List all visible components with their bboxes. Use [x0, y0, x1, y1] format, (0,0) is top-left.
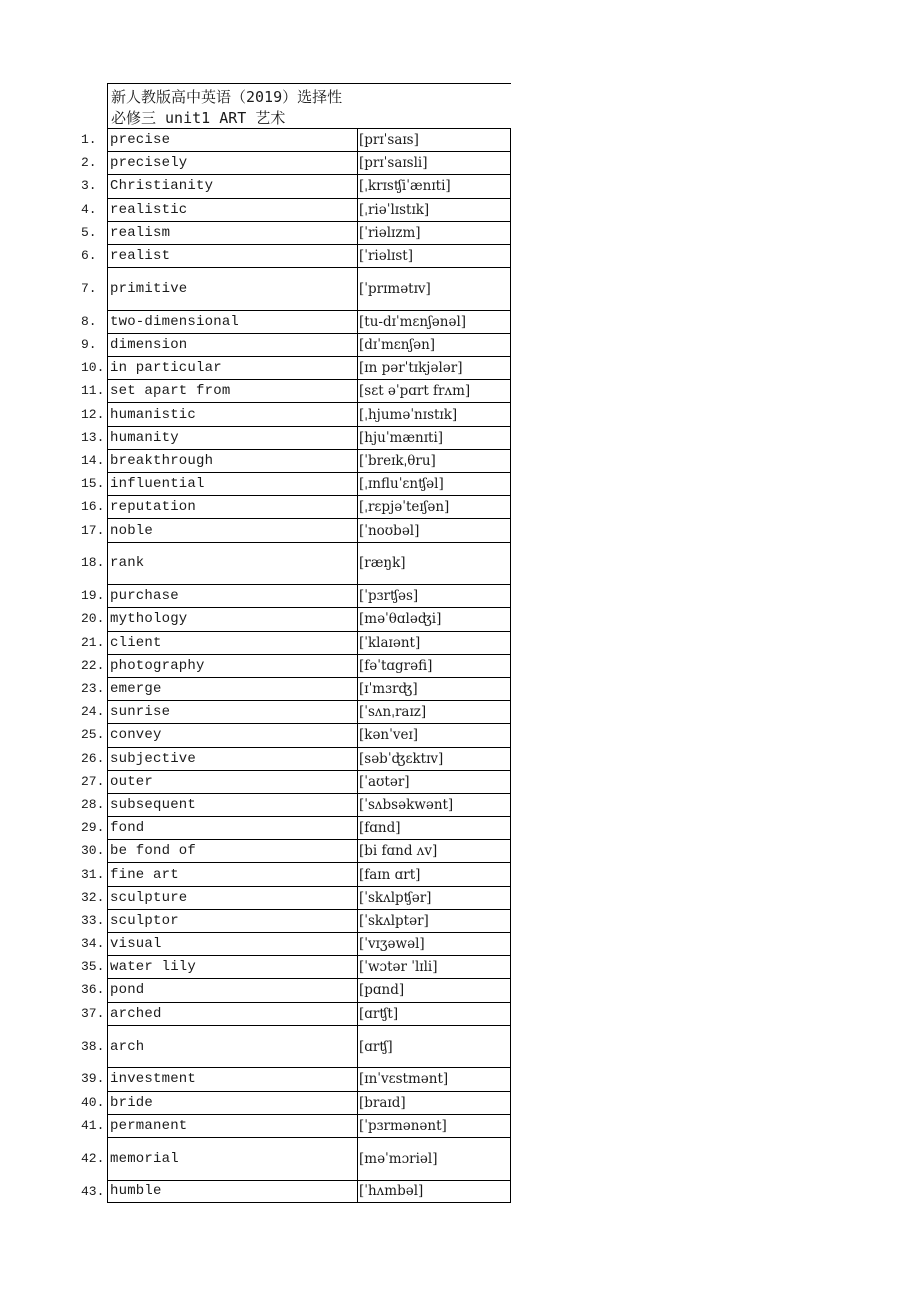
- word-cell: sculpture: [107, 886, 357, 909]
- ipa-cell: [bi fɑnd ʌv]: [357, 839, 511, 862]
- table-row: [0, 1137, 511, 1180]
- word-cell: primitive: [107, 267, 357, 310]
- row-number: 9.: [81, 337, 97, 352]
- row-number: 5.: [81, 224, 97, 240]
- ipa-cell: [səbˈʤɛktɪv]: [357, 747, 511, 770]
- word-cell: influential: [107, 472, 357, 495]
- word-cell: sculptor: [107, 909, 357, 932]
- word-cell: outer: [107, 770, 357, 793]
- table-row: [0, 151, 511, 174]
- row-number: 40.: [81, 1094, 105, 1110]
- row-number: 4.: [81, 201, 97, 217]
- word-cell: visual: [107, 932, 357, 955]
- table-row: [0, 244, 511, 267]
- word-cell: humanity: [107, 426, 357, 449]
- table-row: [0, 1025, 511, 1068]
- row-number: 7.: [81, 280, 97, 296]
- table-row: [0, 1091, 511, 1114]
- word-cell: permanent: [107, 1114, 357, 1137]
- row-number: 15.: [81, 476, 105, 492]
- ipa-cell: [ˈskʌlpʧər]: [357, 886, 511, 909]
- word-cell: realistic: [107, 198, 357, 221]
- vocab-table: [0, 83, 511, 1203]
- word-cell: water lily: [107, 955, 357, 978]
- ipa-cell: [məˈmɔriəl]: [357, 1137, 511, 1180]
- ipa-cell: [ˌkrɪsʧiˈænɪti]: [357, 174, 511, 197]
- word-cell: subjective: [107, 747, 357, 770]
- row-number: 39.: [81, 1071, 105, 1087]
- word-cell: set apart from: [107, 379, 357, 402]
- table-row: [0, 723, 511, 746]
- word-cell: fond: [107, 816, 357, 839]
- ipa-cell: [ˈvɪʒəwəl]: [357, 932, 511, 955]
- table-row: [0, 128, 511, 151]
- ipa-cell: [prɪˈsaɪs]: [357, 128, 511, 151]
- word-cell: fine art: [107, 862, 357, 885]
- word-cell: investment: [107, 1067, 357, 1090]
- ipa-cell: [ˈaʊtər]: [357, 770, 511, 793]
- row-number: 41.: [81, 1117, 105, 1133]
- row-number: 23.: [81, 681, 105, 697]
- table-row: [0, 700, 511, 723]
- word-cell: emerge: [107, 677, 357, 700]
- word-cell: convey: [107, 723, 357, 746]
- row-number: 19.: [81, 588, 105, 604]
- table-row: [0, 449, 511, 472]
- row-number: 30.: [81, 843, 105, 859]
- row-number: 21.: [81, 634, 105, 650]
- word-cell: in particular: [107, 356, 357, 379]
- ipa-cell: [faɪn ɑrt]: [357, 862, 511, 885]
- ipa-cell: [hjuˈmænɪti]: [357, 426, 511, 449]
- row-number: 25.: [81, 727, 105, 743]
- table-row: [0, 654, 511, 677]
- table-row: [0, 862, 511, 885]
- table-row: [0, 1067, 511, 1090]
- word-cell: rank: [107, 542, 357, 585]
- row-number: 1.: [81, 132, 97, 148]
- table-row: [0, 677, 511, 700]
- word-cell: dimension: [107, 333, 357, 356]
- row-number: 6.: [81, 248, 97, 264]
- ipa-cell: [tu-dɪˈmɛnʃənəl]: [357, 310, 511, 333]
- ipa-cell: [ɑrʧt]: [357, 1002, 511, 1025]
- ipa-cell: [ˈpɜrʧəs]: [357, 584, 511, 607]
- table-row: [0, 886, 511, 909]
- row-number: 38.: [81, 1038, 105, 1054]
- ipa-cell: [ˌriəˈlɪstɪk]: [357, 198, 511, 221]
- title-cell: [107, 83, 511, 128]
- table-row: [0, 198, 511, 221]
- word-cell: bride: [107, 1091, 357, 1114]
- row-number: 17.: [81, 522, 105, 538]
- title-line-1: 新人教版高中英语（2019）选择性: [111, 88, 343, 106]
- table-row: [0, 310, 511, 333]
- table-row: [0, 518, 511, 541]
- table-row: [0, 747, 511, 770]
- word-cell: pond: [107, 978, 357, 1001]
- row-number: 22.: [81, 657, 105, 673]
- row-number: 37.: [81, 1005, 105, 1021]
- table-row: [0, 955, 511, 978]
- row-number: 12.: [81, 406, 105, 422]
- word-cell: realist: [107, 244, 357, 267]
- table-row: [0, 1114, 511, 1137]
- table-row: [0, 1002, 511, 1025]
- table-row: [0, 816, 511, 839]
- word-cell: client: [107, 631, 357, 654]
- row-number: 34.: [81, 936, 105, 952]
- word-cell: two-dimensional: [107, 310, 357, 333]
- table-row: [0, 356, 511, 379]
- vocab-rows: [0, 128, 511, 1203]
- word-cell: purchase: [107, 584, 357, 607]
- table-row: [0, 932, 511, 955]
- row-number: 26.: [81, 750, 105, 766]
- row-number: 20.: [81, 611, 105, 627]
- ipa-cell: [pɑnd]: [357, 978, 511, 1001]
- word-cell: arch: [107, 1025, 357, 1068]
- table-row: [0, 839, 511, 862]
- table-row: [0, 402, 511, 425]
- ipa-cell: [ˌrɛpjəˈteɪʃən]: [357, 495, 511, 518]
- row-number: 24.: [81, 704, 105, 720]
- table-row: [0, 333, 511, 356]
- ipa-cell: [ɪˈmɜrʤ]: [357, 677, 511, 700]
- ipa-cell: [ɑrʧ]: [357, 1025, 511, 1068]
- table-row: [0, 584, 511, 607]
- ipa-cell: [məˈθɑləʤi]: [357, 607, 511, 630]
- ipa-cell: [kənˈveɪ]: [357, 723, 511, 746]
- word-cell: breakthrough: [107, 449, 357, 472]
- row-number: 8.: [81, 313, 97, 329]
- ipa-cell: [fɑnd]: [357, 816, 511, 839]
- word-cell: photography: [107, 654, 357, 677]
- table-row: [0, 379, 511, 402]
- ipa-cell: [ˈprɪmətɪv]: [357, 267, 511, 310]
- table-row: [0, 221, 511, 244]
- title-number-spacer: [0, 83, 107, 128]
- word-cell: humble: [107, 1180, 357, 1203]
- ipa-cell: [ɪnˈvɛstmənt]: [357, 1067, 511, 1090]
- table-row: [0, 495, 511, 518]
- word-cell: sunrise: [107, 700, 357, 723]
- row-number: 14.: [81, 452, 105, 468]
- word-cell: be fond of: [107, 839, 357, 862]
- row-number: 35.: [81, 959, 105, 975]
- ipa-cell: [ˈsʌbsəkwənt]: [357, 793, 511, 816]
- row-number: 42.: [81, 1150, 105, 1166]
- word-cell: precisely: [107, 151, 357, 174]
- ipa-cell: [ˈsʌnˌraɪz]: [357, 700, 511, 723]
- word-cell: arched: [107, 1002, 357, 1025]
- row-number: 3.: [81, 178, 97, 194]
- ipa-cell: [ɪn pərˈtɪkjələr]: [357, 356, 511, 379]
- ipa-cell: [braɪd]: [357, 1091, 511, 1114]
- row-number: 18.: [81, 555, 105, 571]
- ipa-cell: [ˈhʌmbəl]: [357, 1180, 511, 1203]
- table-row: [0, 607, 511, 630]
- row-number: 13.: [81, 429, 105, 445]
- ipa-cell: [ˈskʌlptər]: [357, 909, 511, 932]
- row-number: 43.: [81, 1183, 105, 1199]
- table-row: [0, 770, 511, 793]
- row-number: 11.: [81, 383, 105, 399]
- table-row: [0, 631, 511, 654]
- word-cell: memorial: [107, 1137, 357, 1180]
- word-cell: mythology: [107, 607, 357, 630]
- table-row: [0, 267, 511, 310]
- row-number: 10.: [81, 360, 105, 376]
- row-number: 28.: [81, 796, 105, 812]
- table-row: [0, 909, 511, 932]
- row-number: 33.: [81, 912, 105, 928]
- title-row: [0, 83, 511, 128]
- word-cell: Christianity: [107, 174, 357, 197]
- row-number: 36.: [81, 982, 105, 998]
- ipa-cell: [dɪˈmɛnʃən]: [357, 333, 511, 356]
- ipa-cell: [ˈklaɪənt]: [357, 631, 511, 654]
- ipa-cell: [ˈpɜrmənənt]: [357, 1114, 511, 1137]
- word-cell: precise: [107, 128, 357, 151]
- ipa-cell: [prɪˈsaɪsli]: [357, 151, 511, 174]
- table-row: [0, 542, 511, 585]
- row-number: 16.: [81, 499, 105, 515]
- ipa-cell: [sɛt əˈpɑrt frʌm]: [357, 379, 511, 402]
- word-cell: realism: [107, 221, 357, 244]
- table-row: [0, 426, 511, 449]
- table-row: [0, 793, 511, 816]
- ipa-cell: [ræŋk]: [357, 542, 511, 585]
- word-cell: humanistic: [107, 402, 357, 425]
- table-row: [0, 472, 511, 495]
- ipa-cell: [ˌhjuməˈnɪstɪk]: [357, 402, 511, 425]
- table-row: [0, 174, 511, 197]
- word-cell: noble: [107, 518, 357, 541]
- table-row: [0, 978, 511, 1001]
- word-cell: subsequent: [107, 793, 357, 816]
- ipa-cell: [ˈwɔtər ˈlɪli]: [357, 955, 511, 978]
- ipa-cell: [ˈnoʊbəl]: [357, 518, 511, 541]
- row-number: 31.: [81, 866, 105, 882]
- word-cell: reputation: [107, 495, 357, 518]
- row-number: 2.: [81, 155, 97, 171]
- row-number: 32.: [81, 889, 105, 905]
- ipa-cell: [ˈriəlɪzm]: [357, 221, 511, 244]
- title-line-2: 必修三 unit1 ART 艺术: [111, 109, 286, 127]
- table-row: [0, 1180, 511, 1203]
- ipa-cell: [ˈriəlɪst]: [357, 244, 511, 267]
- ipa-cell: [fəˈtɑgrəfi]: [357, 654, 511, 677]
- ipa-cell: [ˌɪnfluˈɛnʧəl]: [357, 472, 511, 495]
- ipa-cell: [ˈbreɪkˌθru]: [357, 449, 511, 472]
- row-number: 29.: [81, 820, 105, 836]
- row-number: 27.: [81, 773, 105, 789]
